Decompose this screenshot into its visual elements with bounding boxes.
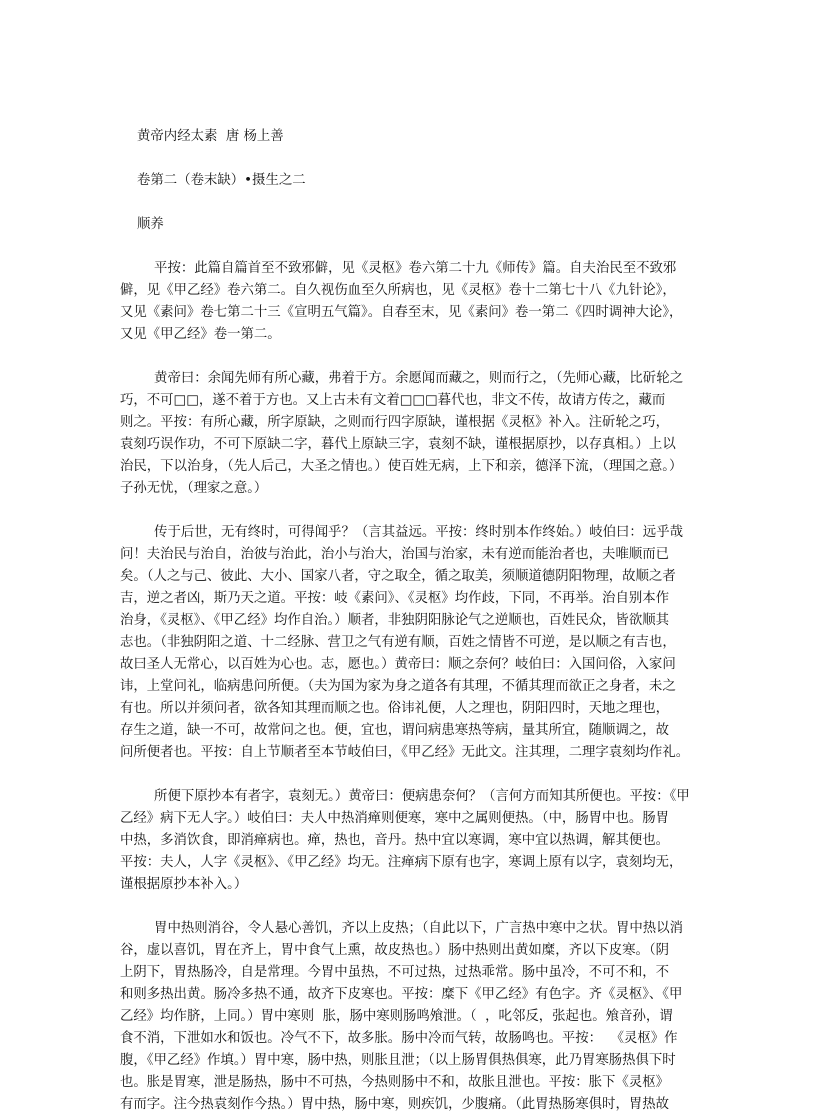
text-line: 问！夫治民与治自，治彼与治此，治小与治大，治国与治家，未有逆而能治者也，夫唯顺而已 (120, 547, 670, 562)
text-line: 袁刻巧误作功，不可下原缺二字，暮代上原缺三字，袁刻不缺，谨根据原抄，以存真相。）上以 (120, 437, 676, 452)
text-line: 黄帝曰：余闻先师有所心藏，弗着于方。余愿闻而藏之，则而行之，（先师心藏，比斫轮之 (120, 371, 683, 386)
paragraph (120, 368, 696, 500)
chapter-title: 卷第二（卷末缺）•摄生之二 (120, 173, 306, 188)
text-line: 谷，虚以喜饥，胃在齐上，胃中食气上熏，故皮热也。）肠中热则出黄如糜，齐以下皮寒。（阴 (120, 943, 670, 958)
section-title: 顺养 (120, 217, 164, 232)
text-line: 则之。平按：有所心藏，所字原缺，之则而行四字原缺，谨根据《灵枢》补入。注斫轮之巧， (120, 415, 670, 430)
text-line: 故曰圣人无常心，以百姓为心也。志，愿也。）黄帝曰：顺之奈何？岐伯曰：入国问俗，入家问 (120, 657, 676, 672)
text-line: 治民，下以治身，（先人后己，大圣之情也。）使百姓无病，上下和亲，德泽下流，（理国之意。） (120, 459, 683, 474)
text-line: 存生之道，缺一不可，故常问之也。便，宜也，谓问病患寒热等病，量其所宜，随顺调之，故 (120, 723, 670, 738)
body-text (120, 258, 696, 1116)
text-line: 食不消，下泄如水和饭也。冷气不下，故多胀。肠中冷而气转，故肠鸣也。平按： 《灵枢》作 (120, 1031, 678, 1046)
text-line: 平按：夫人，人字《灵枢》、《甲乙经》均无。注瘅病下原有也字，寒调上原有以字，袁刻均无， (120, 855, 683, 870)
text-line: 治身，《灵枢》、《甲乙经》均作自治。）顺者，非独阴阳脉论气之逆顺也，百姓民众，皆欲顺其 (120, 613, 669, 628)
book-header: 黄帝内经太素 唐 杨上善 (120, 129, 284, 144)
text-line: 问所便者也。平按：自上节顺者至本节岐伯曰，《甲乙经》无此文。注其理，二理字袁刻均作礼。 (120, 745, 690, 760)
paragraph (120, 786, 696, 896)
text-line: 又见《甲乙经》卷一第二。 (120, 327, 281, 342)
paragraph (120, 522, 696, 764)
paragraph (120, 918, 696, 1116)
text-line: 有也。所以并须问者，欲各知其理而顺之也。俗讳礼便，人之理也，阴阳四时，天地之理也， (120, 701, 670, 716)
text-line: 胃中热则消谷，令人悬心善饥，齐以上皮热；（自此以下，广言热中寒中之状。胃中热以消 (120, 921, 683, 936)
text-line: 矣。（人之与己、彼此、大小、国家八者，守之取全，循之取美，须顺道德阴阳物理，故顺之者 (120, 569, 676, 584)
text-line: 中热，多消饮食，即消瘅病也。瘅，热也，音丹。热中宜以寒调，寒中宜以热调，解其便也。 (120, 833, 670, 848)
text-line: 乙经》病下无人字。）岐伯曰：夫人中热消瘅则便寒，寒中之属则便热。（中，肠胃中也。肠胃 (120, 811, 670, 826)
text-line: 又见《素问》卷七第二十三《宣明五气篇》。自春至末，见《素问》卷一第二《四时调神大论》， (120, 305, 683, 320)
text-line: 谨根据原抄本补入。） (120, 877, 248, 892)
text-line: 乙经》均作脐，上同。）胃中寒则 胀，肠中寒则肠鸣飧泄。（ ，叱邻反，张起也。飧音孙，谓 (120, 1009, 673, 1024)
text-line: 讳，上堂问礼，临病患问所便。（夫为国为家为身之道各有其理，不循其理而欲正之身者，未之 (120, 679, 676, 694)
text-line: 上阴下，胃热肠冷，自是常理。今胃中虽热，不可过热，过热乖常。肠中虽冷，不可不和，不 (120, 965, 670, 980)
text-line: 吉，逆之者凶，斯乃天之道。平按：岐《素问》、《灵枢》均作歧，下同，不再举。治自别本作 (120, 591, 670, 606)
text-line: 志也。（非独阴阳之道、十二经脉、营卫之气有逆有顺，百姓之情皆不可逆，是以顺之有吉也， (120, 635, 676, 650)
text-line: 传于后世，无有终时，可得闻乎？（言其益远。平按：终时别本作终始。）岐伯曰：远乎哉 (120, 525, 683, 540)
text-line: 也。胀是胃寒，泄是肠热，肠中不可热，今热则肠中不和，故胀且泄也。平按：胀下《灵枢》 (120, 1075, 670, 1090)
paragraph (120, 258, 696, 346)
text-line: 腹，《甲乙经》作填。）胃中寒，肠中热，则胀且泄；（以上肠胃俱热俱寒，此乃胃寒肠热俱下时 (120, 1053, 676, 1068)
text-line: 巧，不可□□，遂不着于方也。又上古未有文着□□□暮代也，非文不传，故请方传之，藏而 (120, 393, 666, 408)
text-line: 僻，见《甲乙经》卷六第二。自久视伤血至久所病也，见《灵枢》卷十二第七十八《九针论》， (120, 283, 676, 298)
text-line: 平按：此篇自篇首至不致邪僻，见《灵枢》卷六第二十九《师传》篇。自夫治民至不致邪 (120, 261, 677, 276)
text-line: 子孙无忧，（理家之意。） (120, 481, 268, 496)
document-page (120, 126, 696, 1116)
text-line: 所便下原抄本有者字，袁刻无。）黄帝曰：便病患奈何？（言何方而知其所便也。平按：《甲 (120, 789, 690, 804)
text-line: 和则多热出黄。肠冷多热不通，故齐下皮寒也。平按：糜下《甲乙经》有色字。齐《灵枢》、《甲 (120, 987, 683, 1002)
text-line: 有而字。注今热袁刻作今热。）胃中热，肠中寒，则疾饥，少腹痛。（此胃热肠寒俱时，胃热故 (120, 1097, 670, 1112)
